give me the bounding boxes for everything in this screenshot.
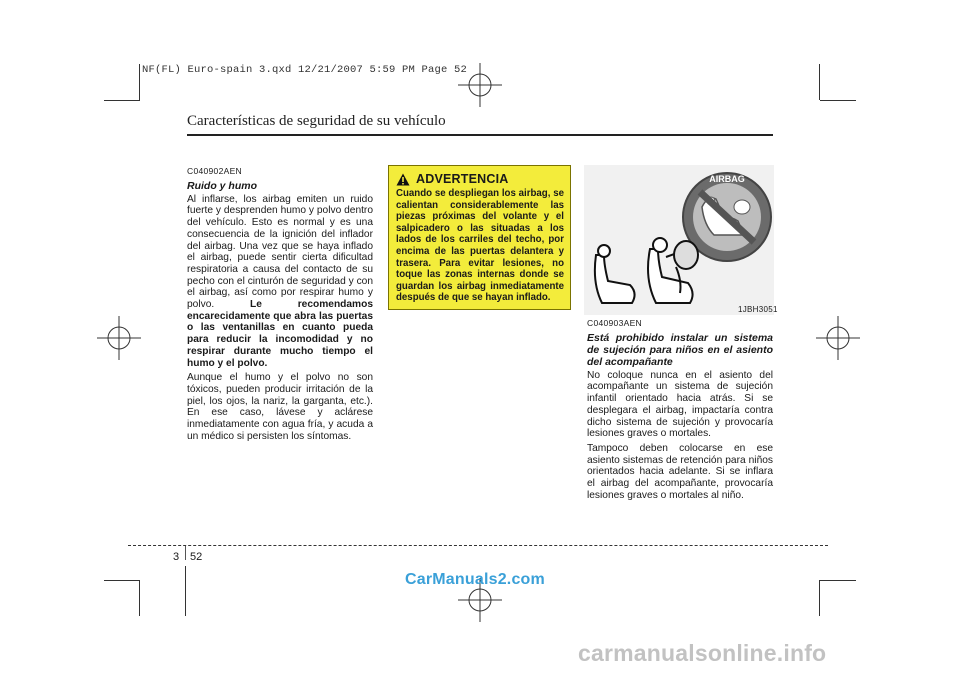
section-code: C040903AEN	[587, 318, 642, 328]
left-column	[187, 166, 373, 445]
paragraph	[187, 194, 373, 370]
watermark-link[interactable]: CarManuals2.com	[405, 571, 545, 588]
warning-box	[388, 165, 571, 310]
page-separator	[185, 546, 186, 560]
section-heading: Está prohibido instalar un sistema de sujeción para niños en el asiento del acompañante	[587, 331, 773, 368]
warning-title: ADVERTENCIA	[416, 172, 509, 186]
paragraph: No coloque nunca en el asiento del acompañante un sistema de sujeción infantil orientado hacia atrás. Si se desplegara el airbag, impactaría contra dicho sistema de sujeción y provocaría lesiones graves o mortales.	[587, 369, 773, 440]
right-column	[587, 318, 773, 504]
child-seat-prohibited-illustration	[584, 165, 774, 315]
paragraph-bold-text: Le recomendamos encarecidamente que abra las puertas o las ventanillas en cuanto pueda para reducir la incomodidad y no respirar durante mucho tiempo el humo y el polvo.	[187, 299, 373, 369]
figure-label: 1JBH3051	[738, 305, 778, 314]
paragraph: Aunque el humo y el polvo no son tóxicos, pueden producir irritación de la piel, los ojos, la nariz, la garganta, etc.). En ese caso, lávese y aclárese inmediatamente con agua fría, y acuda a un médico si persisten los síntomas.	[187, 372, 373, 442]
warning-header	[396, 172, 564, 186]
sign-label: AIRBAG	[709, 174, 745, 184]
section-code: C040902AEN	[187, 166, 242, 176]
paragraph-text: Al inflarse, los airbag emiten un ruido fuerte y desprenden humo y polvo dentro del vehículo. Esto es normal y es una consecuencia de la ignición del inflador del airbag. Una vez que se haya inflado el airbag, puede sentir cierta dificultad respiratoria a causa del contacto de su pecho con el cinturón de seguridad y con el airbag, así como por respirar humo y polvo.	[187, 193, 373, 311]
warning-text: Cuando se despliegan los airbag, se calientan considerablemente las piezas próximas del volante y el salpicadero o las situadas a los lados de los carriles del techo, por encima de las puertas delantera y trasera. Para evitar lesiones, no toque las zonas internas donde se guardan los airbag inmediatamente después de que se hayan inflado.	[396, 188, 564, 304]
title-rule	[187, 134, 773, 136]
page-number: 52	[190, 551, 203, 563]
section-heading: Ruido y humo	[187, 179, 257, 192]
paragraph: Tampoco deben colocarse en ese asiento sistemas de retención para niños orientados hacia adelante. Si se inflara el airbag del acompañante, provocaría lesiones graves o mortales al niño.	[587, 442, 773, 501]
file-header: NF(FL) Euro-spain 3.qxd 12/21/2007 5:59 PM Page 52	[142, 64, 468, 76]
airbag-figure	[584, 165, 774, 315]
page-title: Características de seguridad de su vehículo	[187, 113, 446, 129]
warning-triangle-icon	[396, 173, 410, 186]
section-number: 3	[173, 551, 180, 563]
watermark-link[interactable]: carmanualsonline.info	[578, 640, 827, 666]
footer-rule	[128, 545, 828, 546]
